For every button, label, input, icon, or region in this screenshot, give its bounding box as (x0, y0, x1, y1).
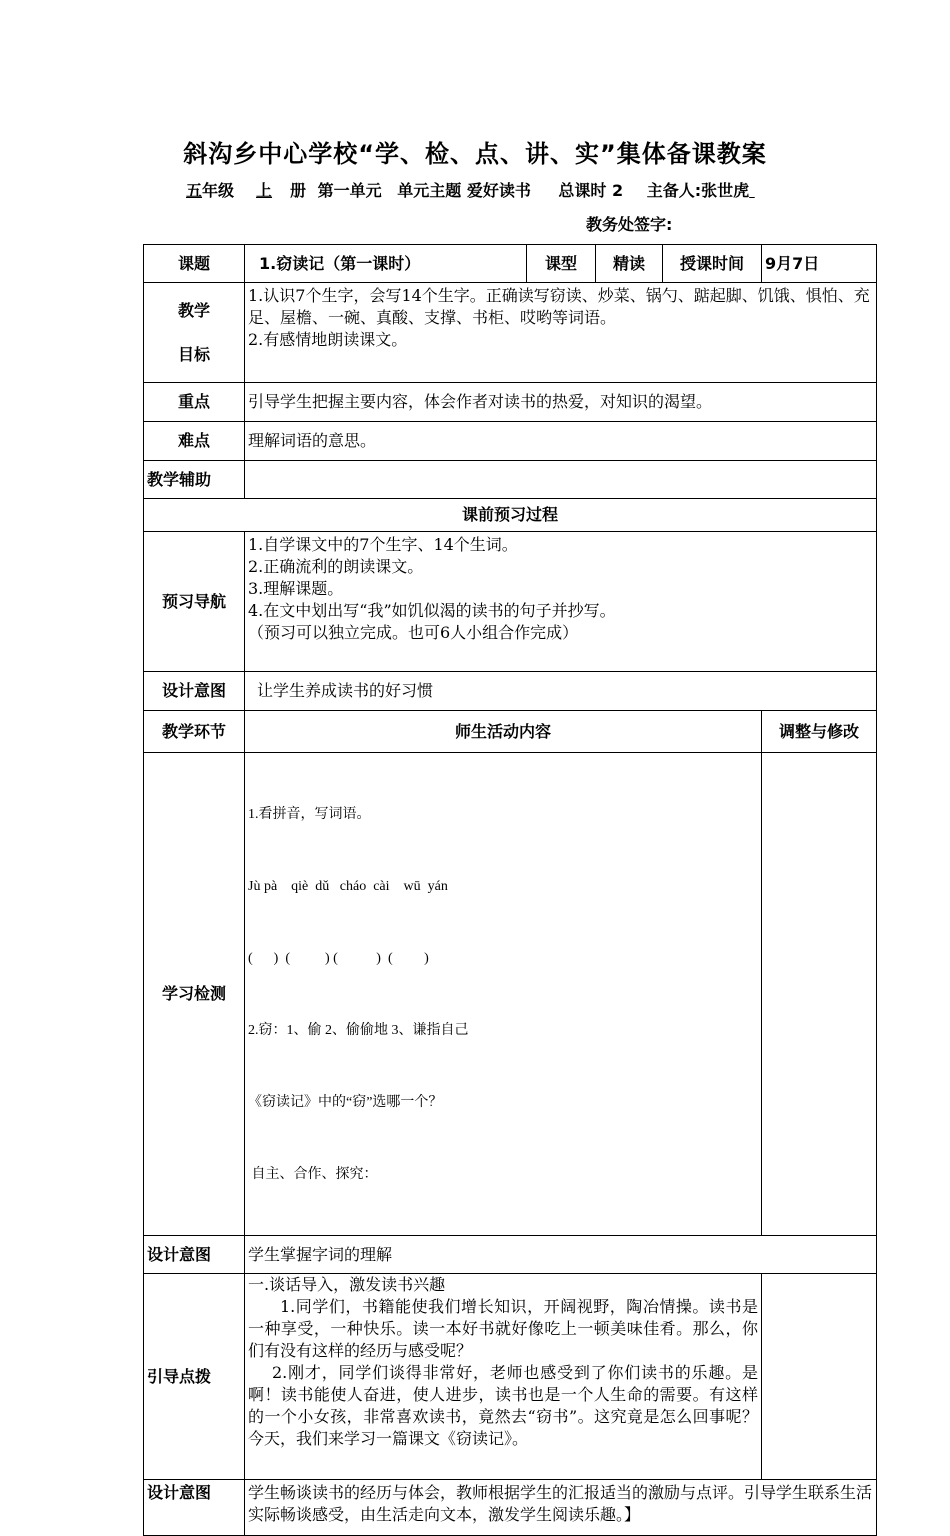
unit-theme-value: 爱好读书 (466, 181, 531, 200)
time-value: 9月7日 (762, 245, 877, 283)
check-line: 自主、合作、探究： (248, 1167, 378, 1182)
guide-heading: 一.谈话导入，激发读书兴趣 (248, 1275, 446, 1294)
goal-1: 1.认识7个生字，会写14个生字。正确读写窃读、炒菜、锅勺、踮起脚、饥饿、惧怕、充足、屋檐、一碗、真酸、支撑、书柜、哎哟等词语。 (248, 286, 870, 327)
design-intent-3-text: 学生畅谈读书的经历与体会，教师根据学生的汇报适当的激励与点评。引导学生联系生活实际畅谈感受，由生活走向文本，激发学生阅读乐趣。】 (245, 1480, 877, 1536)
total-hours-value: 2 (612, 181, 624, 200)
design-intent-1-text: 让学生养成读书的好习惯 (245, 672, 877, 711)
col-content-header: 师生活动内容 (245, 711, 762, 753)
blanks-line: ( ) ( ) ( ) ( ) (248, 951, 429, 966)
topic-value: 1.窃读记（第一课时） (245, 245, 527, 283)
guide-paragraph-1: 1.同学们，书籍能使我们增长知识，开阔视野，陶冶情操。读书是一种享受，一种快乐。读一本好书就好像吃上一顿美味佳肴。那么，你们有没有这样的经历与感受呢？ (248, 1297, 758, 1360)
check-row (144, 753, 877, 1236)
preview-content (245, 532, 877, 672)
unit-theme-label: 单元主题 (397, 181, 462, 200)
goals-row (144, 283, 877, 383)
key-point-text: 引导学生把握主要内容，体会作者对读书的热爱，对知识的渴望。 (245, 383, 877, 422)
type-label: 课型 (527, 245, 596, 283)
topic-row (144, 245, 877, 283)
preview-item: 4.在文中划出写“我”如饥似渴的读书的句子并抄写。 (248, 601, 616, 620)
guide-label: 引导点拨 (144, 1274, 245, 1480)
key-point-label: 重点 (144, 383, 245, 422)
check-line: 《窃读记》中的“窃”选哪一个？ (248, 1095, 443, 1110)
time-label: 授课时间 (663, 245, 762, 283)
preparer-value: 张世虎 (701, 181, 750, 200)
aids-text (245, 461, 877, 499)
check-label: 学习检测 (144, 753, 245, 1236)
col-stage-header: 教学环节 (144, 711, 245, 753)
design-intent-2-text: 学生掌握字词的理解 (245, 1236, 877, 1274)
lesson-plan-table (143, 244, 877, 1536)
preview-section-row (144, 499, 877, 532)
header-meta (186, 178, 779, 201)
pinyin-line: Jù pà qiè dǔ cháo cài wū yán (248, 879, 448, 894)
goals-content (245, 283, 877, 383)
design-intent-1-label: 设计意图 (144, 672, 245, 711)
goal-2: 2.有感情地朗读课文。 (248, 330, 408, 349)
office-sign-label: 教务处签字: (586, 215, 673, 234)
difficulty-label: 难点 (144, 422, 245, 461)
design-intent-1-row (144, 672, 877, 711)
volume-label: 册 (290, 181, 307, 200)
preview-item: 3.理解课题。 (248, 579, 344, 598)
preview-item: 2.正确流利的朗读课文。 (248, 557, 424, 576)
column-header-row (144, 711, 877, 753)
check-content (245, 753, 762, 1236)
difficulty-text: 理解词语的意思。 (245, 422, 877, 461)
aids-row (144, 461, 877, 499)
design-intent-3-label: 设计意图 (144, 1480, 245, 1536)
guide-adjust-cell (762, 1274, 877, 1480)
check-adjust-cell (762, 753, 877, 1236)
design-intent-3-row (144, 1480, 877, 1536)
guide-content (245, 1274, 762, 1480)
grade-value: 五 (186, 181, 203, 200)
preparer-label: 主备人: (646, 181, 702, 200)
volume-value: 上 (256, 181, 273, 200)
preview-row (144, 532, 877, 672)
goals-label: 教学 目标 (144, 283, 245, 383)
difficulty-row (144, 422, 877, 461)
page-title: 斜沟乡中心学校“学、检、点、讲、实”集体备课教案 (183, 140, 767, 168)
check-line: 1.看拼音，写词语。 (248, 807, 371, 822)
type-value: 精读 (596, 245, 663, 283)
guide-row (144, 1274, 877, 1480)
preview-section-heading: 课前预习过程 (144, 499, 877, 532)
design-intent-2-row (144, 1236, 877, 1274)
preview-note: （预习可以独立完成。也可6人小组合作完成） (248, 623, 579, 642)
unit-value: 第一单元 (317, 181, 382, 200)
preview-item: 1.自学课文中的7个生字、14个生词。 (248, 535, 518, 554)
key-point-row (144, 383, 877, 422)
total-hours-label: 总课时 (558, 181, 607, 200)
aids-label: 教学辅助 (144, 461, 245, 499)
topic-label: 课题 (144, 245, 245, 283)
col-adjust-header: 调整与修改 (762, 711, 877, 753)
design-intent-2-label: 设计意图 (144, 1236, 245, 1274)
grade-label: 年级 (202, 181, 235, 200)
preview-label: 预习导航 (144, 532, 245, 672)
guide-paragraph-2: 2.刚才，同学们谈得非常好，老师也感受到了你们读书的乐趣。是啊！读书能使人奋进，使人进步，读书也是一个人生命的需要。有这样的一个小女孩，非常喜欢读书，竟然去“窃书”。这究竟是怎么回事呢？今天，我们来学习一篇课文《窃读记》。 (248, 1363, 758, 1448)
check-line: 2.窃：1、偷 2、偷偷地 3、谦指自己 (248, 1023, 469, 1038)
